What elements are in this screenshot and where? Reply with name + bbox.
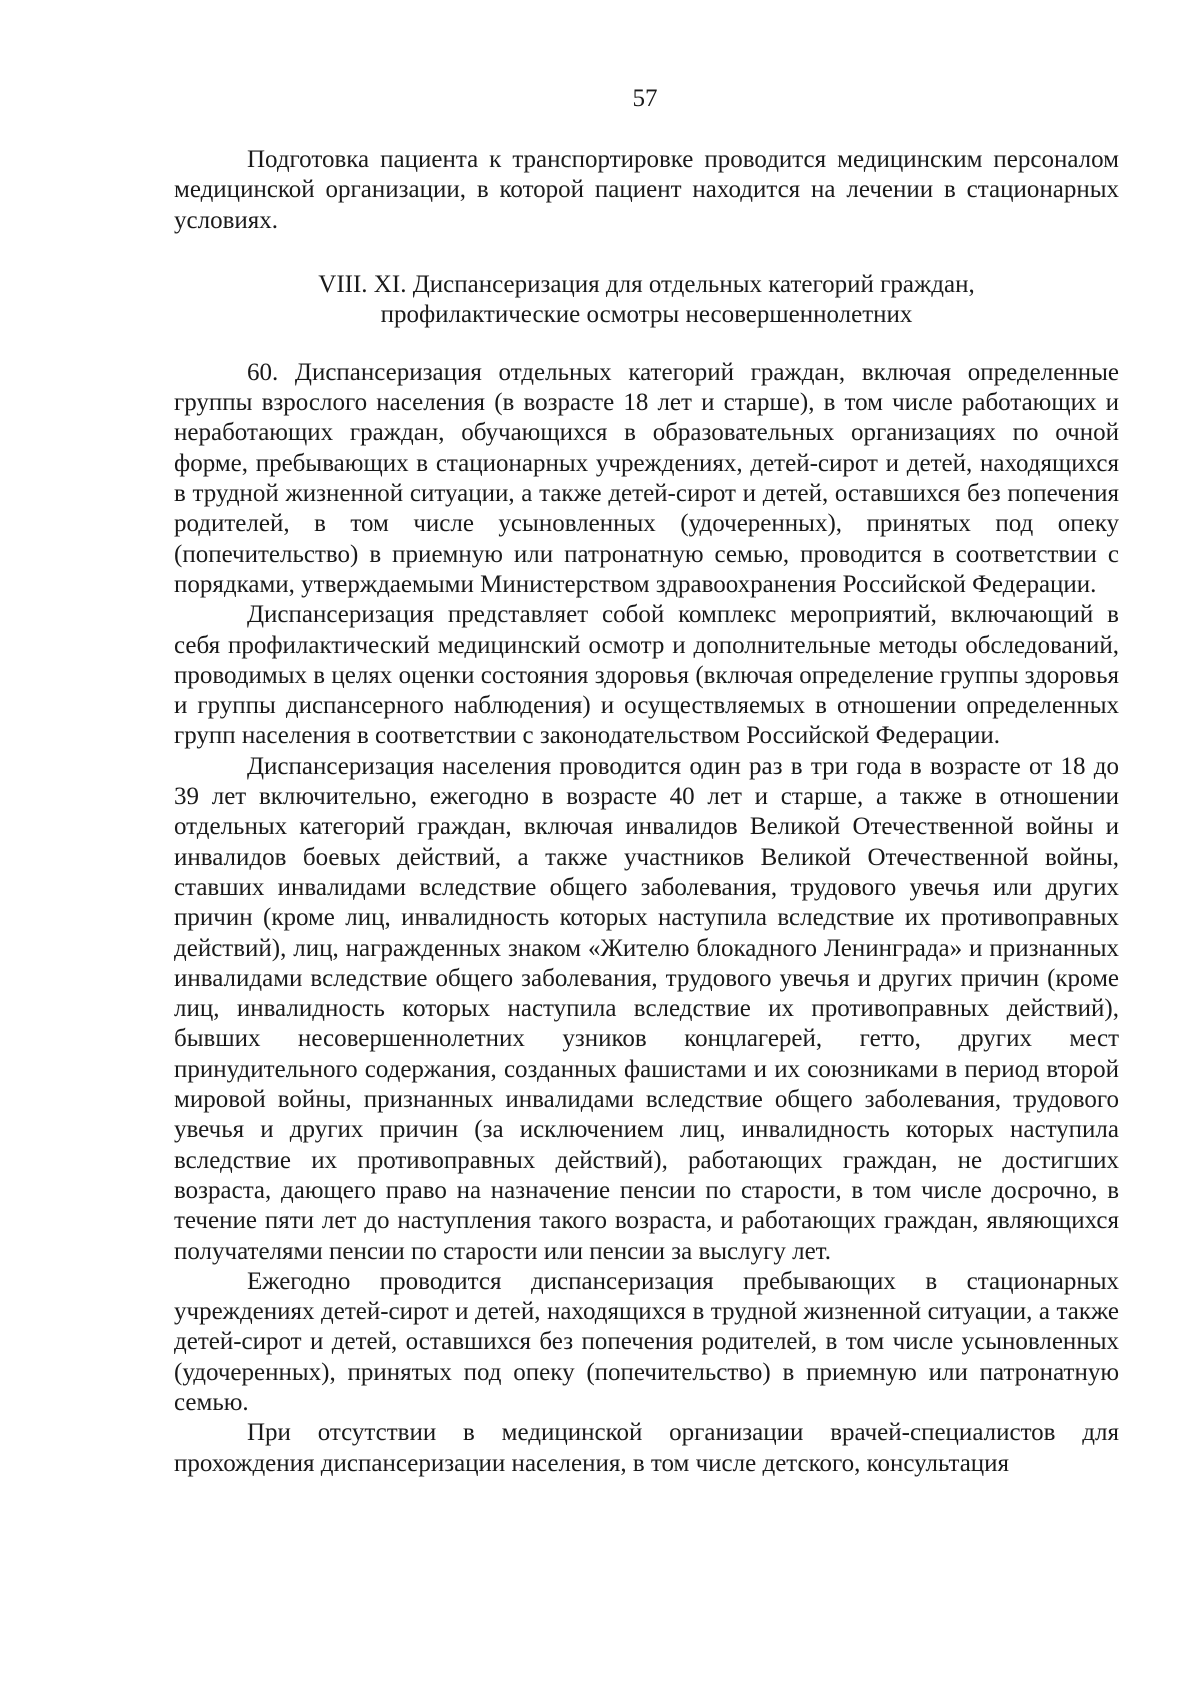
paragraph-dispensarization-definition: Диспансеризация представляет собой комплекс мероприятий, включающий в себя профилактический медицинский осмотр и дополнительные методы обследований, проводимых в целях оценки состояния здоровья (включая определение группы здоровья и группы диспансерного наблюдения) и осуществляемых в отношении определенных групп населения в соответствии с законодательством Российской Федерации. bbox=[174, 601, 1119, 750]
paragraph-60: 60. Диспансеризация отдельных категорий граждан, включая определенные группы взрослого населения (в возрасте 18 лет и старше), в том числе работающих и неработающих граждан, обучающихся в образовательных организациях по очной форме, пребывающих в стационарных учреждениях, детей-сирот и детей, находящихся в трудной жизненной ситуации, а также детей-сирот и детей, оставшихся без попечения родителей, в том числе усыновленных (удочеренных), принятых под опеку (попечительство) в приемную или патронатную семью, проводится в соответствии с порядками, утверждаемыми Министерством здравоохранения Российской Федерации. bbox=[174, 358, 1119, 598]
paragraph-missing-specialists: При отсутствии в медицинской организации врачей-специалистов для прохождения диспансеризации населения, в том числе детского, консультация bbox=[174, 1419, 1119, 1477]
section-heading bbox=[174, 270, 1119, 330]
section-heading-line-1: VIII. XI. Диспансеризация для отдельных категорий граждан, bbox=[318, 270, 975, 298]
document-body bbox=[174, 145, 1119, 1479]
page-number: 57 bbox=[632, 85, 658, 112]
section-heading-line-2: профилактические осмотры несовершеннолетних bbox=[380, 300, 913, 328]
paragraph-dispensarization-frequency: Диспансеризация населения проводится один раз в три года в возрасте от 18 до 39 лет включительно, ежегодно в возрасте 40 лет и старше, а также в отношении отдельных категорий граждан, включая инвалидов Великой Отечественной войны и инвалидов боевых действий, а также участников Великой Отечественной войны, ставших инвалидами вследствие общего заболевания, трудового увечья или других причин (кроме лиц, инвалидность которых наступила вследствие их противоправных действий), лиц, награжденных знаком «Жителю блокадного Ленинграда» и признанных инвалидами вследствие общего заболевания, трудового увечья и других причин (кроме лиц, инвалидность которых наступила вследствие их противоправных действий), бывших несовершеннолетних узников концлагерей, гетто, других мест принудительного содержания, созданных фашистами и их союзниками в период второй мировой войны, признанных инвалидами вследствие общего заболевания, трудового увечья и других причин (за исключением лиц, инвалидность которых наступила вследствие их противоправных действий), работающих граждан, не достигших возраста, дающего право на назначение пенсии по старости, в том числе досрочно, в течение пяти лет до наступления такого возраста, и работающих граждан, являющихся получателями пенсии по старости или пенсии за выслугу лет. bbox=[174, 752, 1119, 1265]
intro-paragraph: Подготовка пациента к транспортировке проводится медицинским персоналом медицинской организации, в которой пациент находится на лечении в стационарных условиях. bbox=[174, 146, 1119, 234]
paragraph-orphans-annual: Ежегодно проводится диспансеризация пребывающих в стационарных учреждениях детей-сирот и детей, находящихся в трудной жизненной ситуации, а также детей-сирот и детей, оставшихся без попечения родителей, в том числе усыновленных (удочеренных), принятых под опеку (попечительство) в приемную или патронатную семью. bbox=[174, 1267, 1119, 1416]
